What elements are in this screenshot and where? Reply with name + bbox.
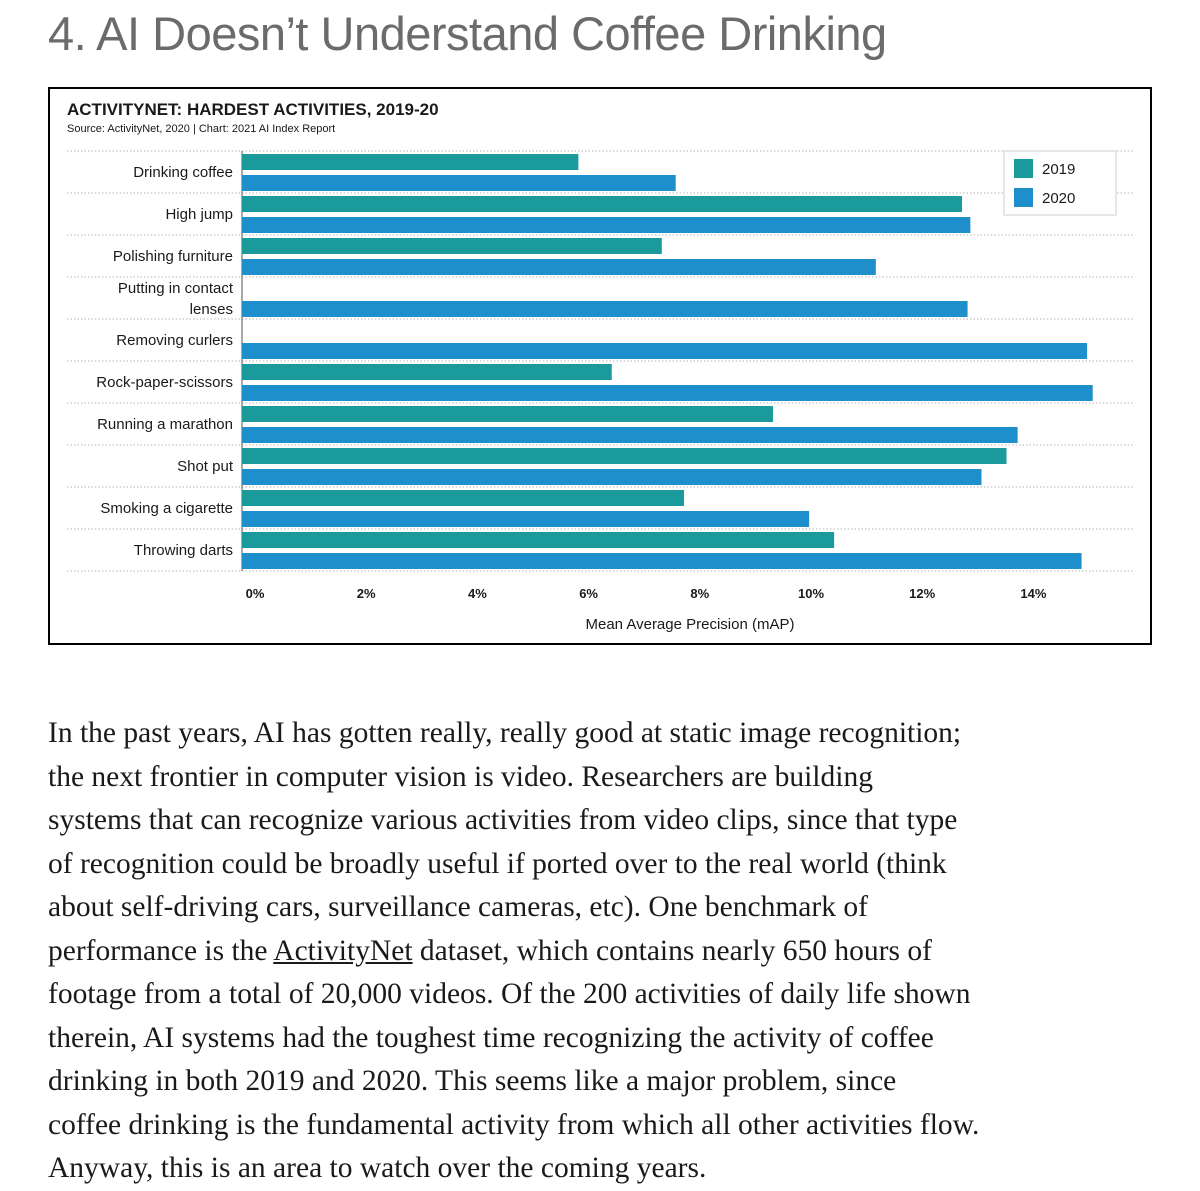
article-line: therein, AI systems had the toughest time recognizing the activity of coffee bbox=[48, 1021, 934, 1054]
x-tick-label: 10% bbox=[797, 586, 825, 601]
bar-2020 bbox=[242, 217, 970, 233]
bar-2019 bbox=[242, 490, 684, 506]
bar-2020 bbox=[242, 469, 981, 485]
category-label: Removing curlers bbox=[116, 332, 233, 349]
activitynet-link[interactable]: ActivityNet bbox=[273, 934, 413, 967]
article-line: of recognition could be broadly useful if ported over to the real world (think bbox=[48, 847, 947, 880]
article-line: systems that can recognize various activities from video clips, since that type bbox=[48, 804, 958, 836]
category-label: Drinking coffee bbox=[133, 164, 233, 181]
x-axis-label: Mean Average Precision (mAP) bbox=[585, 616, 795, 633]
article-line: the next frontier in computer vision is video. Researchers are building bbox=[48, 760, 873, 793]
legend-swatch bbox=[1014, 159, 1033, 178]
article-line bbox=[48, 930, 1158, 974]
category-label: Running a marathon bbox=[97, 416, 233, 433]
category-label: Putting in contact bbox=[117, 280, 233, 297]
bar-2020 bbox=[242, 385, 1093, 401]
bar-2019 bbox=[242, 196, 962, 212]
category-label: Smoking a cigarette bbox=[100, 500, 233, 517]
bar-2020 bbox=[242, 175, 676, 191]
article-line: footage from a total of 20,000 videos. Of the 200 activities of daily life shown bbox=[48, 978, 971, 1010]
chart-title: ACTIVITYNET: HARDEST ACTIVITIES, 2019-20 bbox=[67, 100, 439, 119]
chart-figure bbox=[48, 87, 1152, 645]
article-line: drinking in both 2019 and 2020. This seems like a major problem, since bbox=[48, 1065, 897, 1097]
bar-2019 bbox=[242, 238, 662, 254]
article-line: about self-driving cars, surveillance cameras, etc). One benchmark of bbox=[48, 891, 868, 923]
article-line: In the past years, AI has gotten really, really good at static image recognition; bbox=[48, 717, 962, 749]
article-text: performance is the bbox=[48, 934, 274, 967]
bar-2020 bbox=[242, 259, 876, 275]
x-tick-label: 2% bbox=[356, 586, 376, 601]
bar-chart bbox=[50, 89, 1150, 643]
bar-2020 bbox=[242, 427, 1018, 443]
x-tick-label: 6% bbox=[579, 586, 598, 601]
bar-2019 bbox=[242, 154, 578, 170]
bar-2020 bbox=[242, 511, 809, 527]
chart-legend bbox=[1004, 151, 1116, 215]
x-tick-label: 14% bbox=[1020, 586, 1047, 601]
bar-2019 bbox=[242, 448, 1007, 464]
legend-swatch bbox=[1014, 188, 1033, 207]
x-tick-label: 4% bbox=[468, 586, 487, 601]
article-heading: 4. AI Doesn’t Understand Coffee Drinking bbox=[48, 7, 887, 60]
category-label: lenses bbox=[189, 301, 233, 318]
bar-2020 bbox=[242, 343, 1087, 359]
article-body bbox=[48, 712, 1158, 1191]
legend-label: 2020 bbox=[1042, 190, 1076, 207]
x-tick-label: 12% bbox=[909, 586, 936, 601]
legend-label: 2019 bbox=[1042, 161, 1076, 178]
article-text: dataset, which contains nearly 650 hours of bbox=[412, 934, 932, 967]
bar-2020 bbox=[242, 553, 1082, 569]
bar-2020 bbox=[242, 301, 968, 317]
chart-source: Source: ActivityNet, 2020 | Chart: 2021 AI Index Report bbox=[67, 123, 336, 135]
bar-2019 bbox=[242, 406, 773, 422]
article-line: Anyway, this is an area to watch over the coming years. bbox=[48, 1152, 707, 1184]
article-line: coffee drinking is the fundamental activity from which all other activities flow. bbox=[48, 1108, 980, 1141]
category-label: Shot put bbox=[177, 458, 233, 475]
category-label: Throwing darts bbox=[133, 542, 233, 559]
bar-2019 bbox=[242, 532, 834, 548]
category-label: High jump bbox=[165, 206, 233, 223]
x-tick-label: 0% bbox=[245, 586, 265, 601]
category-label: Rock-paper-scissors bbox=[96, 374, 233, 391]
x-tick-label: 8% bbox=[690, 586, 710, 601]
category-label: Polishing furniture bbox=[112, 248, 233, 265]
bar-2019 bbox=[242, 364, 612, 380]
